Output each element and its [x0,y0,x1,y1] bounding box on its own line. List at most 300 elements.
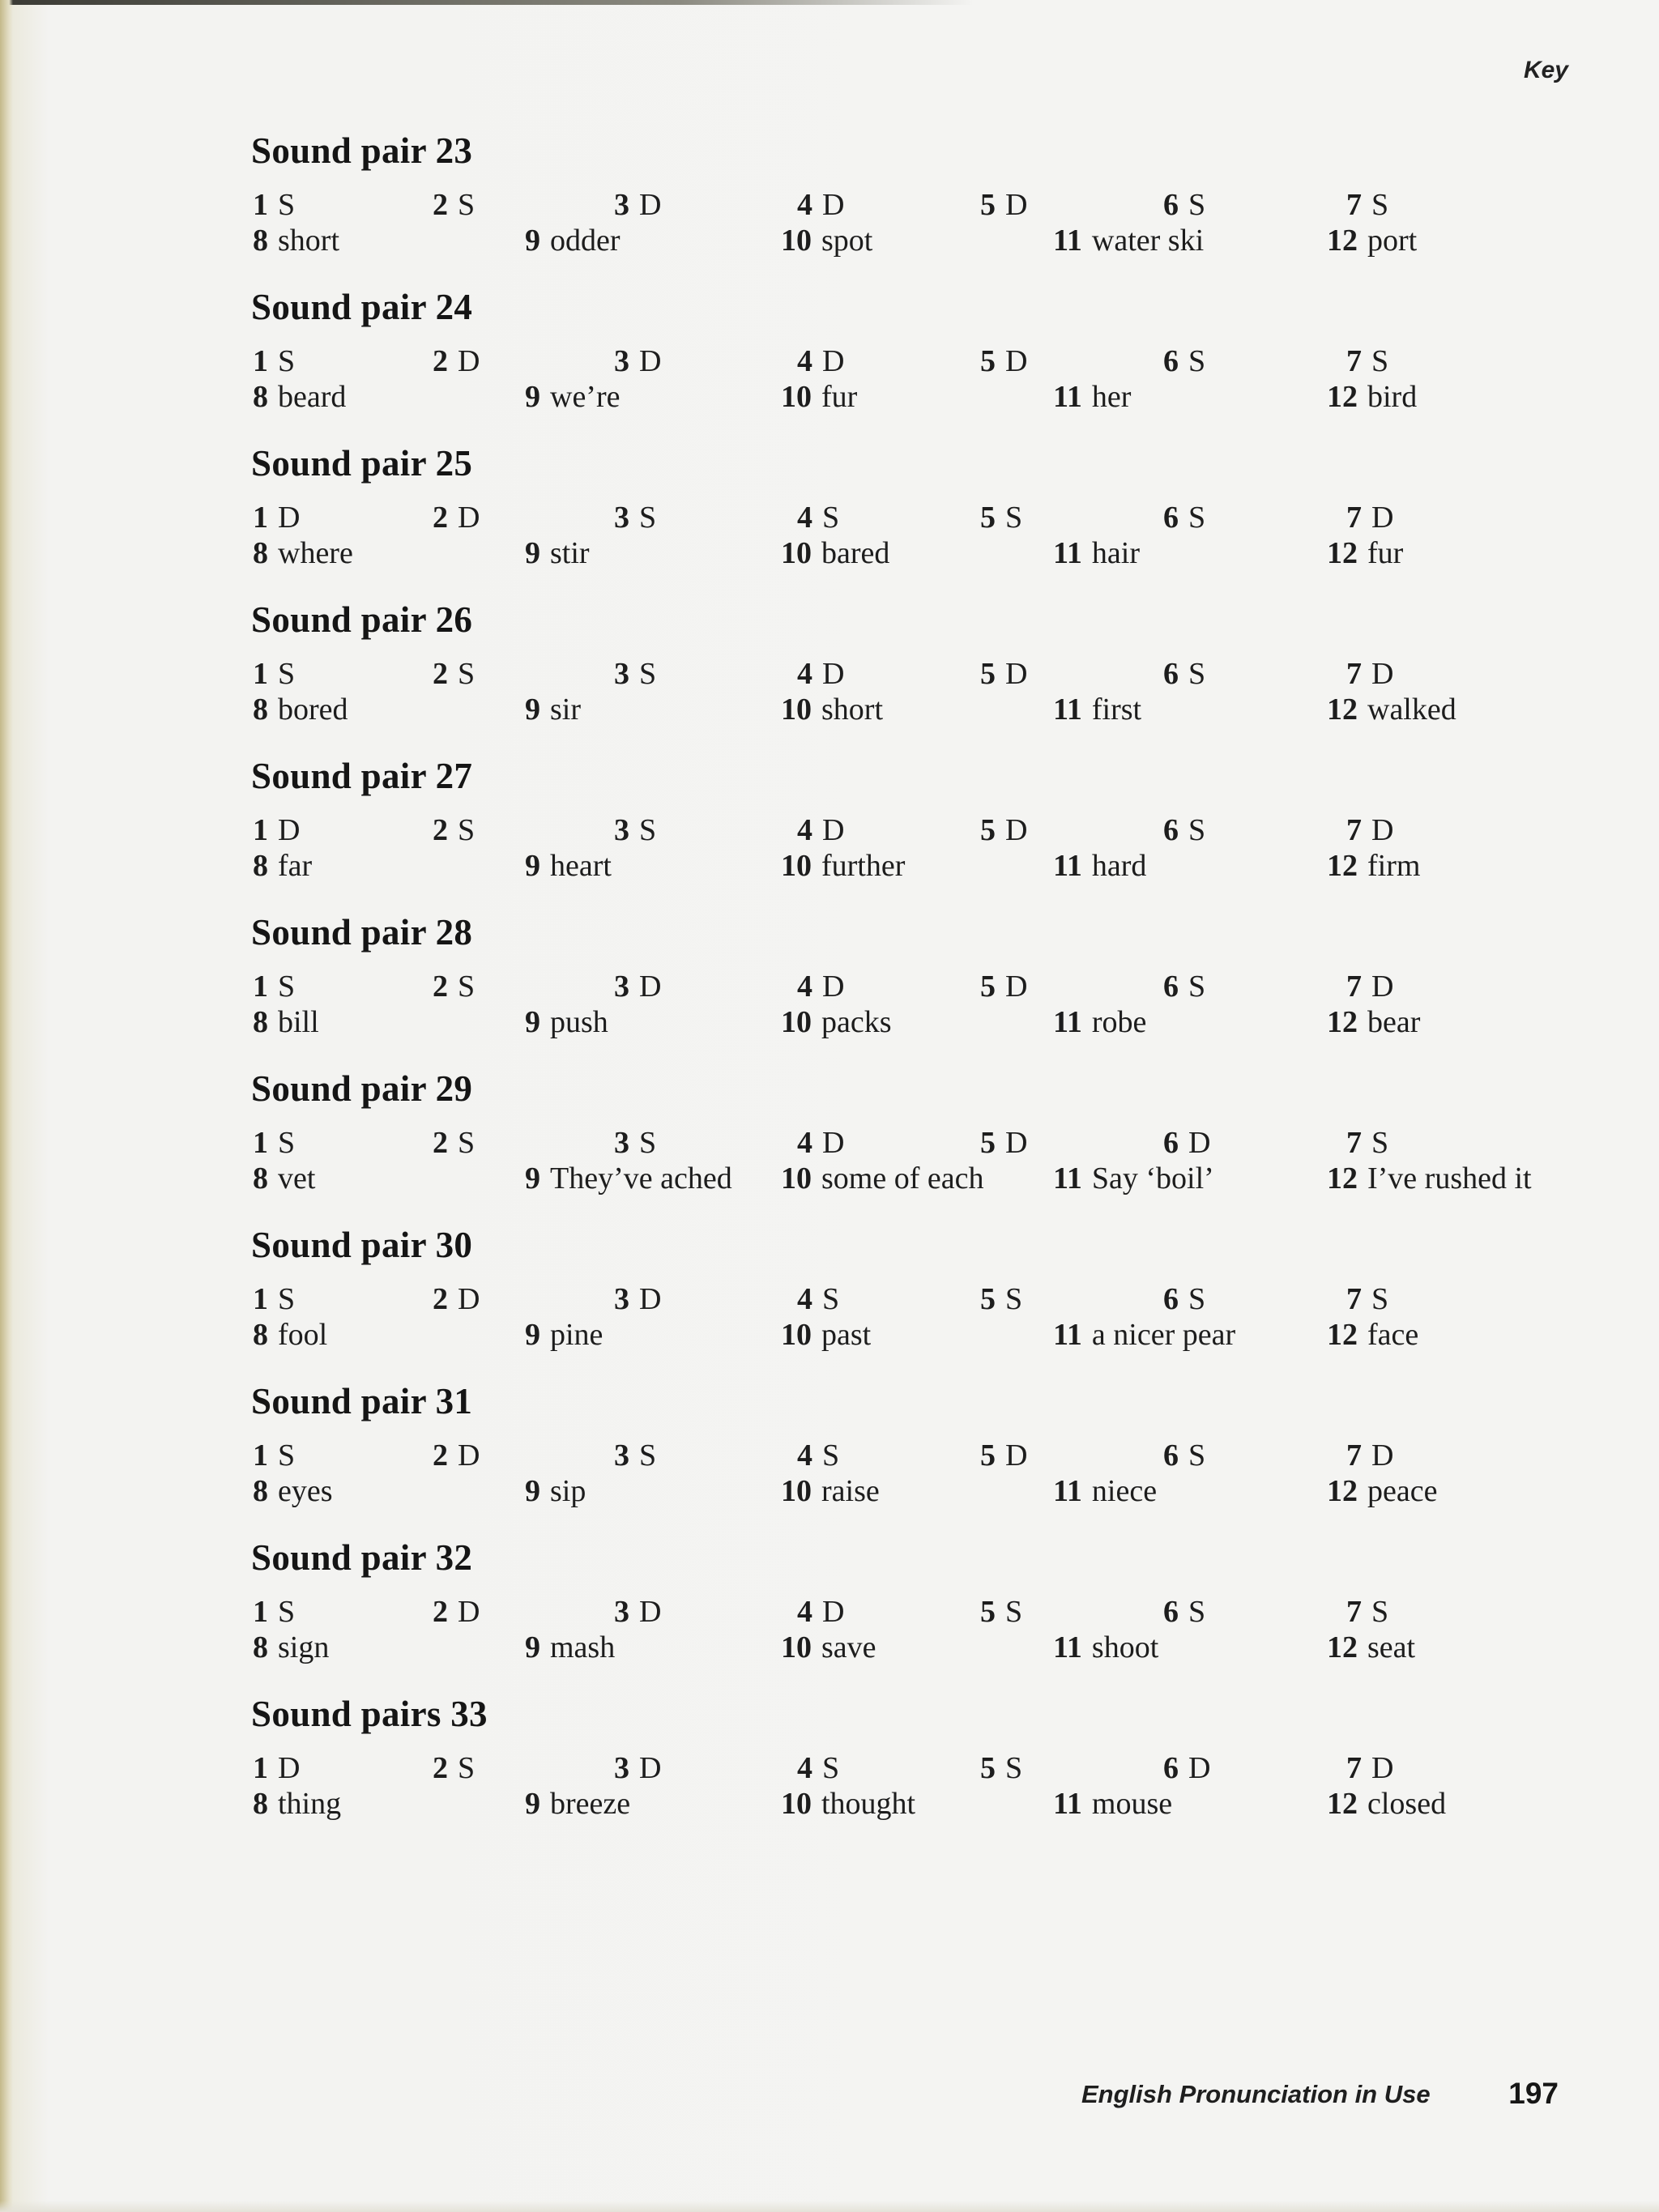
answer-item [253,1438,295,1473]
item-number: 4 [797,1751,812,1785]
item-number: 4 [797,657,812,691]
word-item [1053,848,1146,884]
answer-value: D [1005,188,1028,222]
sound-pair-section [251,1380,1588,1536]
item-number: 10 [781,1318,812,1352]
item-number: 3 [614,1126,629,1160]
word-value: breeze [550,1787,631,1821]
item-number: 11 [1053,1474,1082,1508]
item-number: 3 [614,188,629,222]
word-item [253,379,346,415]
word-value: Say ‘boil’ [1091,1161,1214,1196]
item-number: 10 [781,1161,812,1196]
item-number: 6 [1163,813,1179,847]
word-value: short [278,224,339,258]
item-number: 2 [433,344,448,378]
item-number: 8 [253,380,268,414]
answer-value: D [1005,344,1028,378]
answer-item [1346,500,1393,535]
item-number: 6 [1163,1282,1179,1316]
answer-value: D [278,1751,301,1785]
answer-value: S [458,970,476,1004]
answer-item [433,187,475,223]
answer-item [1346,1750,1393,1786]
word-value: past [821,1318,872,1352]
word-value: seat [1367,1630,1416,1664]
word-value: They’ve ached [550,1161,732,1196]
word-item [253,535,353,571]
item-number: 10 [781,380,812,414]
answer-value: S [1371,1126,1389,1160]
answer-value: D [822,657,845,691]
answer-row [251,1750,1588,1788]
answer-value: S [278,657,296,691]
answer-value: D [822,813,845,847]
sound-pair-section [251,599,1588,755]
word-item [1327,535,1403,571]
answer-value: S [639,657,657,691]
answer-item [253,343,295,379]
item-number: 6 [1163,1126,1179,1160]
item-number: 3 [614,657,629,691]
answer-item [1346,1438,1393,1473]
item-number: 6 [1163,344,1179,378]
answer-value: S [822,1438,840,1473]
answer-value: S [278,1282,296,1316]
item-number: 4 [797,1282,812,1316]
item-number: 8 [253,1161,268,1196]
answer-row [251,656,1588,693]
word-value: push [550,1005,608,1039]
word-value: closed [1367,1787,1447,1821]
answer-value: S [1188,188,1206,222]
item-number: 8 [253,224,268,258]
item-number: 1 [253,1595,268,1629]
answer-value: D [1188,1751,1211,1785]
section-title: Sound pair 23 [251,130,473,171]
word-value: firm [1367,849,1421,883]
answer-row [251,500,1588,537]
word-item [1053,1786,1172,1822]
answer-item [253,500,300,535]
answer-value: S [458,657,476,691]
answer-item [1346,656,1393,692]
sound-pair-section [251,1536,1588,1693]
item-number: 10 [781,1474,812,1508]
word-value: robe [1091,1005,1147,1039]
answer-value: S [278,1126,296,1160]
word-value: thought [821,1787,916,1821]
word-value: face [1367,1318,1419,1352]
answer-item [614,1438,656,1473]
item-number: 1 [253,657,268,691]
answer-value: S [458,813,476,847]
word-item [781,1473,880,1509]
item-number: 2 [433,657,448,691]
word-item [781,379,857,415]
item-number: 3 [614,1438,629,1473]
item-number: 5 [980,501,996,535]
item-number: 1 [253,1438,268,1473]
word-item [781,1004,892,1040]
answer-item [1346,187,1388,223]
word-item [1327,1786,1446,1822]
answer-item [797,1438,839,1473]
word-item [1327,1161,1532,1196]
answer-value: S [1005,501,1023,535]
item-number: 4 [797,188,812,222]
word-value: bill [278,1005,319,1039]
item-number: 6 [1163,970,1179,1004]
word-item [781,692,883,727]
word-value: sir [550,693,581,727]
answer-item [797,656,844,692]
item-number: 11 [1053,1318,1082,1352]
item-number: 7 [1346,1751,1362,1785]
answer-item [1346,969,1393,1004]
answer-item [1163,1438,1205,1473]
word-value: fur [1367,536,1404,570]
word-value: shoot [1091,1630,1159,1664]
sound-pair-section [251,1068,1588,1224]
section-title: Sound pair 30 [251,1225,473,1265]
item-number: 9 [525,1787,540,1821]
item-number: 3 [614,813,629,847]
word-value: her [1091,380,1132,414]
answer-value: D [1371,1751,1394,1785]
word-item [253,1317,327,1353]
word-item [1053,379,1131,415]
word-item [253,223,339,258]
item-number: 4 [797,1438,812,1473]
item-number: 10 [781,1787,812,1821]
item-number: 7 [1346,813,1362,847]
answer-value: D [1371,813,1394,847]
answer-row [251,343,1588,381]
item-number: 9 [525,536,540,570]
word-item [525,1004,608,1040]
item-number: 5 [980,1751,996,1785]
word-value: hair [1091,536,1140,570]
answer-item [980,1281,1022,1317]
item-number: 4 [797,813,812,847]
word-item [525,1473,586,1509]
answer-item [614,1281,661,1317]
answer-item [433,1281,480,1317]
answer-value: S [458,1751,476,1785]
item-number: 8 [253,1630,268,1664]
answer-value: S [639,813,657,847]
word-value: walked [1367,693,1456,727]
answer-value: D [1005,657,1028,691]
answer-value: S [278,1438,296,1473]
item-number: 4 [797,1595,812,1629]
answer-value: D [639,188,662,222]
word-value: we’re [550,380,621,414]
item-number: 4 [797,970,812,1004]
word-item [525,1630,615,1665]
item-number: 7 [1346,1282,1362,1316]
item-number: 11 [1053,693,1082,727]
item-number: 8 [253,1474,268,1508]
answer-value: S [1371,344,1389,378]
answer-row [251,969,1588,1006]
answer-value: D [1371,657,1394,691]
answer-item [980,1594,1022,1630]
item-number: 10 [781,693,812,727]
answer-row [251,812,1588,850]
word-item [253,1630,329,1665]
answer-item [614,1125,656,1161]
item-number: 5 [980,1282,996,1316]
item-number: 2 [433,188,448,222]
item-number: 3 [614,1751,629,1785]
answer-item [253,1594,295,1630]
section-title: Sound pair 32 [251,1537,473,1578]
answer-value: S [1371,188,1389,222]
item-number: 2 [433,1595,448,1629]
answer-value: D [822,970,845,1004]
item-number: 7 [1346,657,1362,691]
word-item [525,1317,603,1353]
answer-value: S [639,1438,657,1473]
item-number: 2 [433,1126,448,1160]
answer-row [251,1594,1588,1631]
answer-value: D [1371,1438,1394,1473]
answer-item [253,812,300,848]
answer-value: D [1005,1438,1028,1473]
item-number: 2 [433,501,448,535]
item-number: 6 [1163,188,1179,222]
word-item [1327,1473,1437,1509]
answer-item [797,1594,844,1630]
answer-item [253,1750,300,1786]
item-number: 9 [525,1630,540,1664]
answer-value: S [278,344,296,378]
answer-value: D [1371,970,1394,1004]
item-number: 2 [433,970,448,1004]
item-number: 8 [253,1787,268,1821]
word-value: peace [1367,1474,1438,1508]
answer-item [614,1594,661,1630]
item-number: 9 [525,224,540,258]
answer-row [251,1281,1588,1319]
answer-item [1163,343,1205,379]
item-number: 12 [1327,1318,1358,1352]
answer-item [980,187,1027,223]
answer-item [1163,187,1205,223]
word-item [1327,1004,1420,1040]
page-binding-edge [0,0,13,2212]
answer-item [980,1750,1022,1786]
answer-key-content [251,130,1588,1849]
answer-item [980,500,1022,535]
section-title: Sound pair 25 [251,443,473,484]
answer-item [980,343,1027,379]
answer-item [433,656,475,692]
page-number: 197 [1508,2077,1559,2110]
word-item [253,692,348,727]
word-row [251,379,1588,416]
word-item [1053,692,1141,727]
item-number: 10 [781,224,812,258]
answer-item [797,812,844,848]
word-item [781,535,889,571]
word-item [1327,1630,1415,1665]
item-number: 9 [525,1005,540,1039]
word-item [253,1473,333,1509]
answer-value: S [822,1282,840,1316]
answer-value: S [1005,1282,1023,1316]
item-number: 1 [253,970,268,1004]
item-number: 6 [1163,1595,1179,1629]
item-number: 10 [781,1005,812,1039]
word-row [251,223,1588,260]
item-number: 9 [525,1161,540,1196]
answer-value: S [458,188,476,222]
answer-value: D [278,813,301,847]
item-number: 11 [1053,1161,1082,1196]
word-value: vet [278,1161,316,1196]
answer-item [253,187,295,223]
word-item [781,1317,871,1353]
word-item [781,1630,876,1665]
answer-item [980,1438,1027,1473]
answer-item [797,1125,844,1161]
word-value: water ski [1091,224,1205,258]
word-value: mash [550,1630,616,1664]
word-item [1327,692,1456,727]
word-item [781,848,905,884]
item-number: 11 [1053,849,1082,883]
word-value: further [821,849,906,883]
word-item [525,692,581,727]
answer-value: D [822,344,845,378]
item-number: 5 [980,657,996,691]
answer-item [614,343,661,379]
word-item [1053,1473,1157,1509]
answer-value: S [1005,1751,1023,1785]
word-item [525,223,621,258]
item-number: 1 [253,1126,268,1160]
item-number: 3 [614,970,629,1004]
sound-pair-section [251,1224,1588,1380]
word-item [525,535,590,571]
page-top-edge [0,0,972,5]
word-item [525,848,612,884]
word-value: raise [821,1474,880,1508]
item-number: 10 [781,849,812,883]
item-number: 7 [1346,188,1362,222]
answer-item [1163,812,1205,848]
answer-item [614,1750,661,1786]
answer-item [253,656,295,692]
word-row [251,1004,1588,1042]
word-item [781,223,872,258]
answer-value: S [639,1126,657,1160]
answer-item [1163,1594,1205,1630]
word-item [253,1786,341,1822]
word-row [251,1317,1588,1354]
word-row [251,535,1588,573]
section-title: Sound pair 27 [251,756,473,796]
item-number: 7 [1346,970,1362,1004]
answer-item [797,343,844,379]
answer-item [980,656,1027,692]
answer-value: D [639,344,662,378]
item-number: 2 [433,1751,448,1785]
answer-item [797,500,839,535]
item-number: 11 [1053,536,1082,570]
word-item [781,1161,983,1196]
answer-value: D [639,1282,662,1316]
word-row [251,1161,1588,1198]
word-row [251,848,1588,885]
item-number: 12 [1327,693,1358,727]
word-row [251,692,1588,729]
word-item [1327,848,1420,884]
answer-item [433,343,480,379]
answer-value: S [1188,970,1206,1004]
answer-item [614,812,656,848]
item-number: 9 [525,693,540,727]
sound-pair-section [251,286,1588,442]
sound-pair-section [251,911,1588,1068]
answer-value: S [1188,344,1206,378]
answer-value: D [458,1282,480,1316]
answer-value: S [278,188,296,222]
answer-value: D [1188,1126,1211,1160]
word-item [1053,1317,1235,1353]
item-number: 5 [980,1438,996,1473]
word-value: first [1091,693,1142,727]
answer-value: D [458,1595,480,1629]
answer-value: S [1005,1595,1023,1629]
sound-pair-section [251,1693,1588,1849]
word-value: thing [278,1787,342,1821]
answer-item [1163,1125,1210,1161]
item-number: 1 [253,813,268,847]
answer-item [797,1281,839,1317]
item-number: 7 [1346,1595,1362,1629]
book-title: English Pronunciation in Use [1081,2080,1431,2108]
answer-row [251,187,1588,224]
word-value: bored [278,693,348,727]
item-number: 1 [253,188,268,222]
answer-item [1163,500,1205,535]
item-number: 10 [781,1630,812,1664]
answer-value: D [458,501,480,535]
answer-value: S [1188,657,1206,691]
item-number: 12 [1327,224,1358,258]
item-number: 3 [614,1595,629,1629]
answer-value: S [1188,1595,1206,1629]
answer-item [253,1281,295,1317]
answer-value: D [822,1595,845,1629]
item-number: 12 [1327,1161,1358,1196]
word-value: bird [1367,380,1418,414]
item-number: 7 [1346,1126,1362,1160]
word-item [253,1161,315,1196]
answer-item [980,1125,1027,1161]
answer-item [433,969,475,1004]
word-value: hard [1091,849,1147,883]
item-number: 1 [253,1751,268,1785]
word-value: eyes [278,1474,333,1508]
item-number: 1 [253,501,268,535]
answer-item [797,187,844,223]
running-head: Key [1523,57,1568,83]
